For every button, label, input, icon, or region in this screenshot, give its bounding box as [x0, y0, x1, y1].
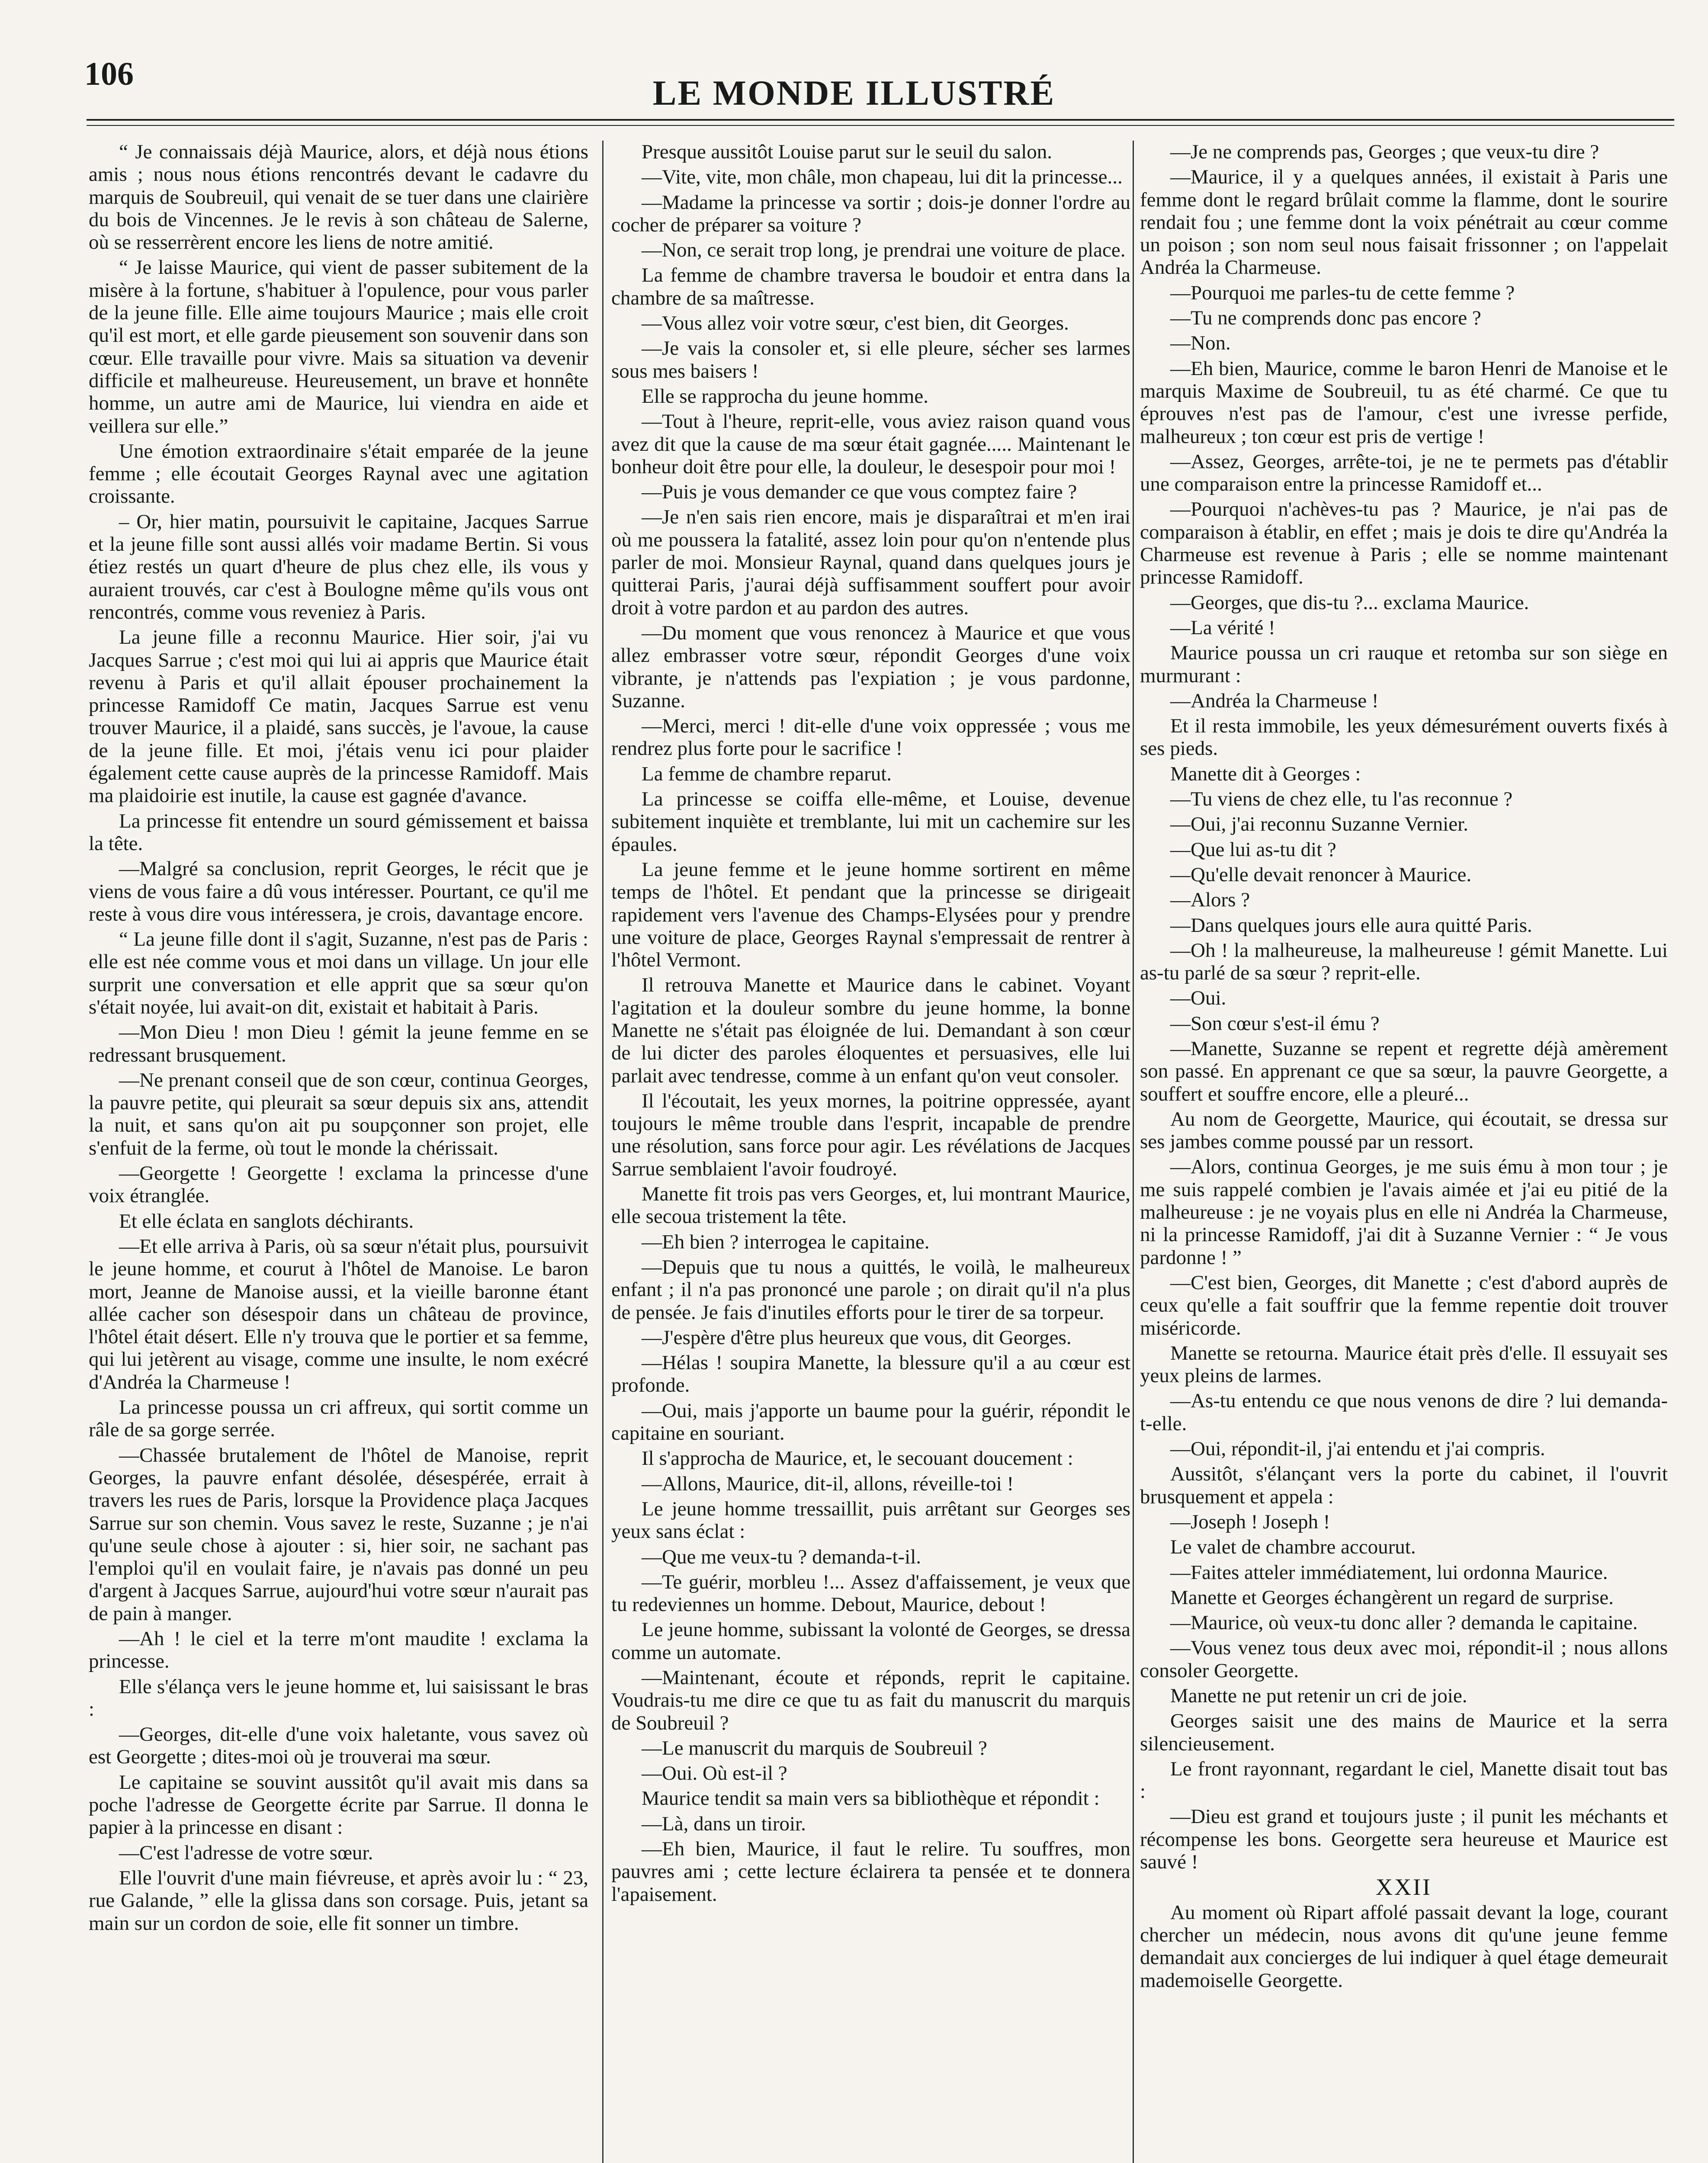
- paragraph: Maurice poussa un cri rauque et retomba sur son siège en murmurant :: [1140, 642, 1668, 687]
- paragraph: Le jeune homme, subissant la volonté de Georges, se dressa comme un automate.: [611, 1618, 1130, 1664]
- paragraph: —Madame la princesse va sortir ; dois-je donner l'ordre au cocher de préparer sa voiture ?: [611, 191, 1130, 236]
- paragraph: —Oui.: [1170, 987, 1226, 1010]
- paragraph: —Georges, que dis-tu ?... exclama Maurice.: [1170, 591, 1529, 614]
- paragraph: —Non.: [1170, 332, 1231, 355]
- paragraph: Il retrouva Manette et Maurice dans le cabinet. Voyant l'agitation et la douleur sombre du jeune homme, la bonne Manette ne s'était pas éloignée de lui. Demandant à son cœur de lui dicter des paroles éloquentes et persuasives, elle lui parlait avec tendresse, comme à un enfant qu'on veut consoler.: [611, 974, 1130, 1087]
- paragraph: —Mon Dieu ! mon Dieu ! gémit la jeune femme en se redressant brusquement.: [89, 1021, 588, 1066]
- paragraph: —Alors ?: [1170, 889, 1250, 911]
- paragraph: —Maurice, où veux-tu donc aller ? demanda le capitaine.: [1170, 1611, 1638, 1634]
- paragraph: Au nom de Georgette, Maurice, qui écoutait, se dressa sur ses jambes comme poussé par un ressort.: [1140, 1107, 1668, 1153]
- paragraph: —Je ne comprends pas, Georges ; que veux-tu dire ?: [1170, 141, 1599, 163]
- paragraph: —Assez, Georges, arrête-toi, je ne te permets pas d'établir une comparaison entre la princesse Ramidoff et...: [1140, 450, 1668, 496]
- paragraph: —Depuis que tu nous a quittés, le voilà, le malheureux enfant ; il n'a pas prononcé une parole ; on dirait qu'il n'a plus de pensée. Je fais d'inutiles efforts pour le tirer de sa torpeur.: [611, 1255, 1130, 1324]
- paragraph: Manette dit à Georges :: [1170, 762, 1361, 785]
- paragraph: —Te guérir, morbleu !... Assez d'affaissement, je veux que tu redeviennes un homme. Debout, Maurice, debout !: [611, 1570, 1130, 1616]
- paragraph: —Georges, dit-elle d'une voix haletante, vous savez où est Georgette ; dites-moi où je trouverai ma sœur.: [89, 1723, 588, 1768]
- paragraph: —Eh bien ? interrogea le capitaine.: [642, 1230, 930, 1253]
- paragraph: —Pourquoi n'achèves-tu pas ? Maurice, je n'ai pas de comparaison à établir, en effet ; mais je dois te dire qu'Andréa la Charmeuse est revenue à Paris ; elle se nomme maintenant princesse Ramidoff.: [1140, 498, 1668, 589]
- paragraph: —Manette, Suzanne se repent et regrette déjà amèrement son passé. En apprenant ce que sa sœur, la pauvre Georgette, a souffert et souffre encore, elle a pleuré...: [1140, 1037, 1668, 1105]
- column-divider-2: [1133, 141, 1134, 2163]
- paragraph: —Malgré sa conclusion, reprit Georges, le récit que je viens de vous faire a dû vous intéresser. Pourtant, ce qu'il me reste à vous dire vous intéressera, je crois, davantage encore.: [89, 857, 588, 925]
- paragraph: Maurice tendit sa main vers sa bibliothèque et répondit :: [642, 1787, 1100, 1810]
- paragraph: “ La jeune fille dont il s'agit, Suzanne, n'est pas de Paris : elle est née comme vous et moi dans un village. Un jour elle surprit une conversation et elle apprit que sa sœur qu'on s'était noyée, lui avait-on dit, existait et habitait à Paris.: [89, 928, 588, 1018]
- paragraph: Manette se retourna. Maurice était près d'elle. Il essuyait ses yeux pleins de larmes.: [1140, 1341, 1668, 1387]
- chapter-heading: XXII: [1376, 1874, 1432, 1900]
- paragraph: —Joseph ! Joseph !: [1170, 1510, 1330, 1533]
- paragraph: La princesse poussa un cri affreux, qui sortit comme un râle de sa gorge serrée.: [89, 1396, 588, 1441]
- paragraph: —Dans quelques jours elle aura quitté Paris.: [1170, 914, 1532, 937]
- paragraph: —Tu viens de chez elle, tu l'as reconnue ?: [1170, 788, 1513, 811]
- paragraph: —C'est l'adresse de votre sœur.: [119, 1841, 373, 1864]
- paragraph: La princesse se coiffa elle-même, et Louise, devenue subitement inquiète et tremblante, lui mit un cachemire sur les épaules.: [611, 788, 1130, 856]
- paragraph: —Vous allez voir votre sœur, c'est bien, dit Georges.: [642, 312, 1069, 335]
- paragraph: —Ne prenant conseil que de son cœur, continua Georges, la pauvre petite, qui pleurait sa sœur depuis six ans, attendit la nuit, et sans qu'on ait pu soupçonner son projet, elle s'enfuit de la ferme, où tout le monde la chérissait.: [89, 1069, 588, 1159]
- paragraph: —Et elle arriva à Paris, où sa sœur n'était plus, poursuivit le jeune homme, et courut à l'hôtel de Manoise. Le baron mort, Jeanne de Manoise aussi, et la vieille baronne étant allée cacher son désespoir dans un château de province, l'hôtel était désert. Elle n'y trouva que le portier et sa femme, qui lui jetèrent au visage, comme une insulte, le nom exécré d'Andréa la Charmeuse !: [89, 1235, 588, 1393]
- paragraph: —J'espère d'être plus heureux que vous, dit Georges.: [642, 1326, 1072, 1349]
- paragraph: —Vous venez tous deux avec moi, répondit-il ; nous allons consoler Georgette.: [1140, 1637, 1668, 1682]
- paragraph: —Chassée brutalement de l'hôtel de Manoise, reprit Georges, la pauvre enfant désolée, désespérée, errait à travers les rues de Paris, lorsque la Providence plaça Jacques Sarrue sur son chemin. Vous savez le reste, Suzanne ; je n'ai qu'une seule chose à ajouter : si, hier soir, ne sachant pas l'emploi qu'il en voulait faire, je n'avais pas donné un peu d'argent à Jacques Sarrue, aujourd'hui votre sœur n'aurait pas de pain à manger.: [89, 1444, 588, 1625]
- paragraph: Une émotion extraordinaire s'était emparée de la jeune femme ; elle écoutait Georges Raynal avec une agitation croissante.: [89, 440, 588, 508]
- paragraph: Le capitaine se souvint aussitôt qu'il avait mis dans sa poche l'adresse de Georgette écrite par Sarrue. Il donna le papier à la princesse en disant :: [89, 1771, 588, 1839]
- paragraph: Elle l'ouvrit d'une main fiévreuse, et après avoir lu : “ 23, rue Galande, ” elle la glissa dans son corsage. Puis, jetant sa main sur un cordon de soie, elle fit sonner un timbre.: [89, 1866, 588, 1935]
- header-rule-thin: [87, 125, 1674, 126]
- column-3-paragraphs: [1140, 141, 1668, 1873]
- paragraph: —Tout à l'heure, reprit-elle, vous aviez raison quand vous avez dit que la cause de ma sœur était gagnée..... Maintenant le bonheur doit être pour elle, la douleur, le desespoir pour moi !: [611, 410, 1130, 478]
- paragraph: —Pourquoi me parles-tu de cette femme ?: [1170, 281, 1515, 304]
- header-rule: [87, 119, 1674, 121]
- paragraph: Georges saisit une des mains de Maurice et la serra silencieusement.: [1140, 1710, 1668, 1755]
- paragraph: Manette et Georges échangèrent un regard de surprise.: [1170, 1586, 1614, 1609]
- paragraph: —La vérité !: [1170, 616, 1275, 639]
- paragraph: —Oui. Où est-il ?: [642, 1762, 787, 1785]
- paragraph: “ Je connaissais déjà Maurice, alors, et déjà nous étions amis ; nous nous étions rencontrés devant le cadavre du marquis de Soubreuil, qui venait de se tuer dans une clairière du bois de Vincennes. Je le revis à son château de Salerne, où se resserrèrent encore les liens de notre amitié.: [89, 141, 588, 254]
- paragraph: —Du moment que vous renoncez à Maurice et que vous allez embrasser votre sœur, répondit Georges d'une voix vibrante, je n'attends pas l'expiation ; je vous pardonne, Suzanne.: [611, 621, 1130, 712]
- paragraph: —Oui, mais j'apporte un baume pour la guérir, répondit le capitaine en souriant.: [611, 1399, 1130, 1445]
- paragraph: Elle se rapprocha du jeune homme.: [642, 385, 928, 408]
- paragraph: —As-tu entendu ce que nous venons de dire ? lui demanda-t-elle.: [1140, 1390, 1668, 1435]
- paragraph: Et elle éclata en sanglots déchirants.: [119, 1210, 414, 1232]
- paragraph: —Qu'elle devait renoncer à Maurice.: [1170, 863, 1472, 886]
- paragraph: —Puis je vous demander ce que vous comptez faire ?: [642, 481, 1077, 504]
- paragraph: Le jeune homme tressaillit, puis arrêtant sur Georges ses yeux sans éclat :: [611, 1497, 1130, 1543]
- paragraph: —Que lui as-tu dit ?: [1170, 838, 1336, 861]
- paragraph: —Vite, vite, mon châle, mon chapeau, lui dit la princesse...: [642, 166, 1123, 189]
- paragraph: Manette fit trois pas vers Georges, et, lui montrant Maurice, elle secoua tristement la tête.: [611, 1183, 1130, 1228]
- paragraph: La princesse fit entendre un sourd gémissement et baissa la tête.: [89, 809, 588, 855]
- paragraph: —Je vais la consoler et, si elle pleure, sécher ses larmes sous mes baisers !: [611, 337, 1130, 382]
- paragraph: La jeune fille a reconnu Maurice. Hier soir, j'ai vu Jacques Sarrue ; c'est moi qui lui ai appris que Maurice était revenu à Paris et qu'il allait épouser prochainement la princesse Ramidoff Ce matin, Jacques Sarrue est venu trouver Maurice, il a plaidé, sans succès, je l'avoue, la cause de la jeune fille. Et moi, j'étais venu ici pour plaider également cette cause auprès de la princesse Ramidoff. Mais ma plaidoirie est inutile, la cause est gagnée d'avance.: [89, 626, 588, 807]
- paragraph: —Allons, Maurice, dit-il, allons, réveille-toi !: [642, 1472, 1014, 1495]
- paragraph: —Georgette ! Georgette ! exclama la princesse d'une voix étranglée.: [89, 1162, 588, 1207]
- paragraph: —Oui, répondit-il, j'ai entendu et j'ai compris.: [1170, 1438, 1545, 1460]
- text-column-3: [1140, 141, 1668, 2163]
- paragraph: —Là, dans un tiroir.: [642, 1812, 806, 1835]
- paragraph: —Eh bien, Maurice, comme le baron Henri de Manoise et le marquis Maxime de Soubreuil, tu as été charmé. Ce que tu éprouves n'est pas de l'amour, c'est une ivresse perfide, malheureux ; ton cœur est pris de vertige !: [1140, 357, 1668, 448]
- paragraph: —Eh bien, Maurice, il faut le relire. Tu souffres, mon pauvres ami ; cette lecture éclairera ta pensée et te donnera l'apaisement.: [611, 1838, 1130, 1906]
- paragraph: Manette ne put retenir un cri de joie.: [1170, 1685, 1467, 1707]
- paragraph: – Or, hier matin, poursuivit le capitaine, Jacques Sarrue et la jeune fille sont aussi allés voir madame Bertin. Si vous étiez restés un quart d'heure de plus chez elle, ils vous y auraient trouvés, car c'est à Boulogne même qu'ils vous ont rencontrés, comme vous reveniez à Paris.: [89, 510, 588, 623]
- paragraph: —Maintenant, écoute et réponds, reprit le capitaine. Voudrais-tu me dire ce que tu as fait du manuscrit du marquis de Soubreuil ?: [611, 1666, 1130, 1734]
- paragraph: La femme de chambre reparut.: [642, 762, 892, 785]
- paragraph: —Non, ce serait trop long, je prendrai une voiture de place.: [642, 239, 1126, 262]
- paragraph: —Que me veux-tu ? demanda-t-il.: [642, 1545, 921, 1568]
- page-number: 106: [84, 56, 134, 92]
- paragraph: Elle s'élança vers le jeune homme et, lui saisissant le bras :: [89, 1675, 588, 1720]
- paragraph: —Andréa la Charmeuse !: [1170, 689, 1379, 712]
- paragraph: —Maurice, il y a quelques années, il existait à Paris une femme dont le regard brûlait comme la flamme, dont le sourire rendait fou ; une femme dont la voix pénétrait au cœur comme un poison ; son nom seul nous faisait frissonner ; on l'appelait Andréa la Charmeuse.: [1140, 166, 1668, 279]
- paragraph: Il s'approcha de Maurice, et, le secouant doucement :: [642, 1447, 1073, 1470]
- paragraph: —Ah ! le ciel et la terre m'ont maudite ! exclama la princesse.: [89, 1627, 588, 1673]
- paragraph: Presque aussitôt Louise parut sur le seuil du salon.: [642, 141, 1052, 163]
- paragraph: —Tu ne comprends donc pas encore ?: [1170, 307, 1481, 330]
- text-column-2: [611, 141, 1130, 2163]
- paragraph: Le valet de chambre accourut.: [1170, 1536, 1416, 1559]
- paragraph: Il l'écoutait, les yeux mornes, la poitrine oppressée, ayant toujours le même trouble dans l'esprit, incapable de prendre une résolution, sans force pour agir. Les révélations de Jacques Sarrue semblaient l'avoir foudroyé.: [611, 1089, 1130, 1180]
- paragraph: —Je n'en sais rien encore, mais je disparaîtrai et m'en irai où me poussera la fatalité, assez loin pour qu'on n'entende plus parler de moi. Monsieur Raynal, quand dans quelques jours je quitterai Paris, j'aurai déjà suffisamment souffert pour avoir droit à votre pardon et au pardon des autres.: [611, 506, 1130, 619]
- paragraph: “ Je laisse Maurice, qui vient de passer subitement de la misère à la fortune, s'habituer à l'opulence, pour vous parler de la jeune fille. Elle aime toujours Maurice ; mais elle croit qu'il est mort, et elle garde pieusement son souvenir dans son cœur. Elle travaille pour vivre. Mais sa situation va devenir difficile et malheureuse. Heureusement, un brave et honnête homme, un autre ami de Maurice, lui viendra en aide et veillera sur elle.”: [89, 256, 588, 437]
- paragraph: —Merci, merci ! dit-elle d'une voix oppressée ; vous me rendrez plus forte pour le sacrifice !: [611, 715, 1130, 760]
- running-title: LE MONDE ILLUSTRÉ: [652, 73, 1056, 112]
- paragraph: Aussitôt, s'élançant vers la porte du cabinet, il l'ouvrit brusquement et appela :: [1140, 1463, 1668, 1508]
- column-divider-1: [602, 141, 604, 2163]
- paragraph: La femme de chambre traversa le boudoir et entra dans la chambre de sa maîtresse.: [611, 264, 1130, 309]
- chapter-opening-paragraph: Au moment où Ripart affolé passait devant la loge, courant chercher un médecin, nous avons dit qu'une jeune femme demandait aux concierges de lui indiquer à quel étage demeurait mademoiselle Georgette.: [1140, 1901, 1668, 1992]
- paragraph: —Dieu est grand et toujours juste ; il punit les méchants et récompense les bons. Georgette sera heureuse et Maurice est sauvé !: [1140, 1805, 1668, 1874]
- paragraph: —Le manuscrit du marquis de Soubreuil ?: [642, 1736, 987, 1759]
- paragraph: —Oh ! la malheureuse, la malheureuse ! gémit Manette. Lui as-tu parlé de sa sœur ? reprit-elle.: [1140, 939, 1668, 985]
- text-column-1: [89, 141, 588, 2163]
- paragraph: Et il resta immobile, les yeux démesurément ouverts fixés à ses pieds.: [1140, 715, 1668, 760]
- paragraph: La jeune femme et le jeune homme sortirent en même temps de l'hôtel. Et pendant que la princesse se dirigeait rapidement vers l'avenue des Champs-Elysées pour y prendre une voiture de place, Georges Raynal s'empressait de rentrer à l'hôtel Vermont.: [611, 858, 1130, 972]
- paragraph: —Alors, continua Georges, je me suis ému à mon tour ; je me suis rappelé combien je l'avais aimée et j'ai eu pitié de la malheureuse : je ne voyais plus en elle ni Andréa la Charmeuse, ni la princesse Ramidoff, j'ai dit à Suzanne Vernier : “ Je vous pardonne ! ”: [1140, 1155, 1668, 1269]
- paragraph: Le front rayonnant, regardant le ciel, Manette disait tout bas :: [1140, 1757, 1668, 1803]
- paragraph: —Oui, j'ai reconnu Suzanne Vernier.: [1170, 813, 1468, 836]
- paragraph: —C'est bien, Georges, dit Manette ; c'est d'abord auprès de ceux qu'elle a fait souffrir que la femme repentie doit trouver miséricorde.: [1140, 1271, 1668, 1339]
- paragraph: —Faites atteler immédiatement, lui ordonna Maurice.: [1170, 1561, 1608, 1584]
- paragraph: —Hélas ! soupira Manette, la blessure qu'il a au cœur est profonde.: [611, 1351, 1130, 1397]
- paragraph: —Son cœur s'est-il ému ?: [1170, 1012, 1380, 1035]
